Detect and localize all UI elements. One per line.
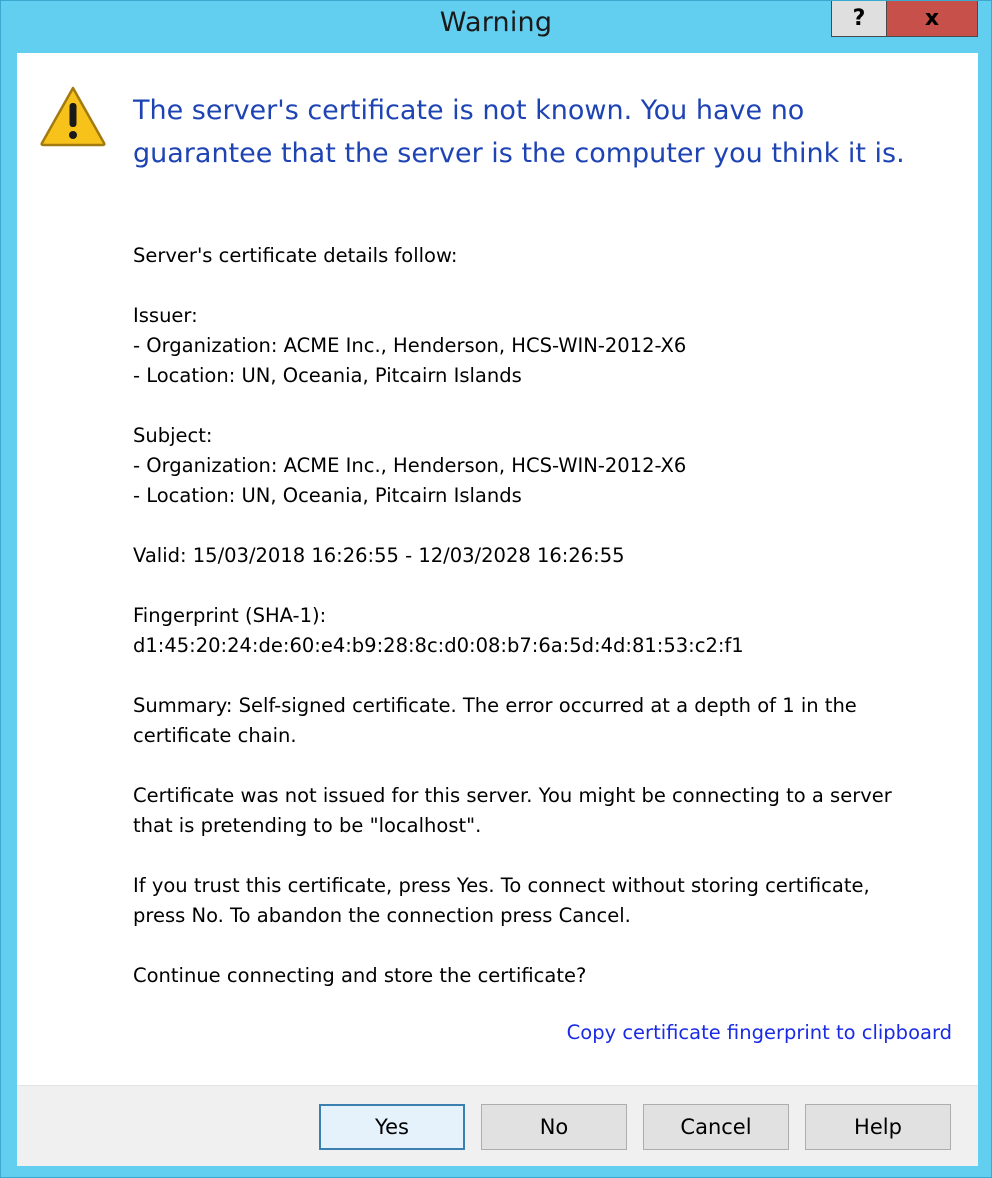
continue-question: Continue connecting and store the certificate? (133, 964, 587, 987)
warning-triangle-icon (39, 85, 107, 147)
close-button[interactable]: x (886, 1, 978, 37)
window-title: Warning (439, 7, 553, 38)
main-instruction (133, 89, 953, 175)
button-bar (17, 1085, 978, 1166)
yes-button[interactable]: Yes (319, 1104, 465, 1150)
trust-instructions: press No. To abandon the connection press Cancel. (133, 904, 631, 927)
issuer-organization: - Organization: ACME Inc., Henderson, HCS-WIN-2012-X6 (133, 334, 687, 357)
summary-text: Summary: Self-signed certificate. The error occurred at a depth of 1 in the (133, 694, 857, 717)
fingerprint-value: d1:45:20:24:de:60:e4:b9:28:8c:d0:08:b7:6a:5d:4d:81:53:c2:f1 (133, 634, 744, 657)
cancel-button[interactable]: Cancel (643, 1104, 789, 1150)
copy-fingerprint-link[interactable]: Copy certificate fingerprint to clipboard (566, 1021, 952, 1044)
title-bar[interactable] (1, 1, 991, 51)
subject-location: - Location: UN, Oceania, Pitcairn Islands (133, 484, 522, 507)
issuer-location: - Location: UN, Oceania, Pitcairn Islands (133, 364, 522, 387)
help-title-button[interactable]: ? (831, 1, 887, 37)
main-instruction-line: guarantee that the server is the computer you think it is. (133, 138, 905, 169)
subject-label: Subject: (133, 424, 213, 447)
no-button[interactable]: No (481, 1104, 627, 1150)
certificate-details (133, 241, 963, 991)
help-button[interactable]: Help (805, 1104, 951, 1150)
host-mismatch-text: Certificate was not issued for this server. You might be connecting to a server (133, 784, 892, 807)
main-instruction-line: The server's certificate is not known. You have no (133, 95, 805, 126)
validity-period: Valid: 15/03/2018 16:26:55 - 12/03/2028 16:26:55 (133, 544, 625, 567)
details-intro: Server's certificate details follow: (133, 244, 458, 267)
summary-text: certificate chain. (133, 724, 297, 747)
host-mismatch-text: that is pretending to be "localhost". (133, 814, 482, 837)
dialog-content (17, 53, 978, 1166)
subject-organization: - Organization: ACME Inc., Henderson, HCS-WIN-2012-X6 (133, 454, 687, 477)
issuer-label: Issuer: (133, 304, 198, 327)
trust-instructions: If you trust this certificate, press Yes. To connect without storing certificate, (133, 874, 870, 897)
fingerprint-label: Fingerprint (SHA-1): (133, 604, 327, 627)
